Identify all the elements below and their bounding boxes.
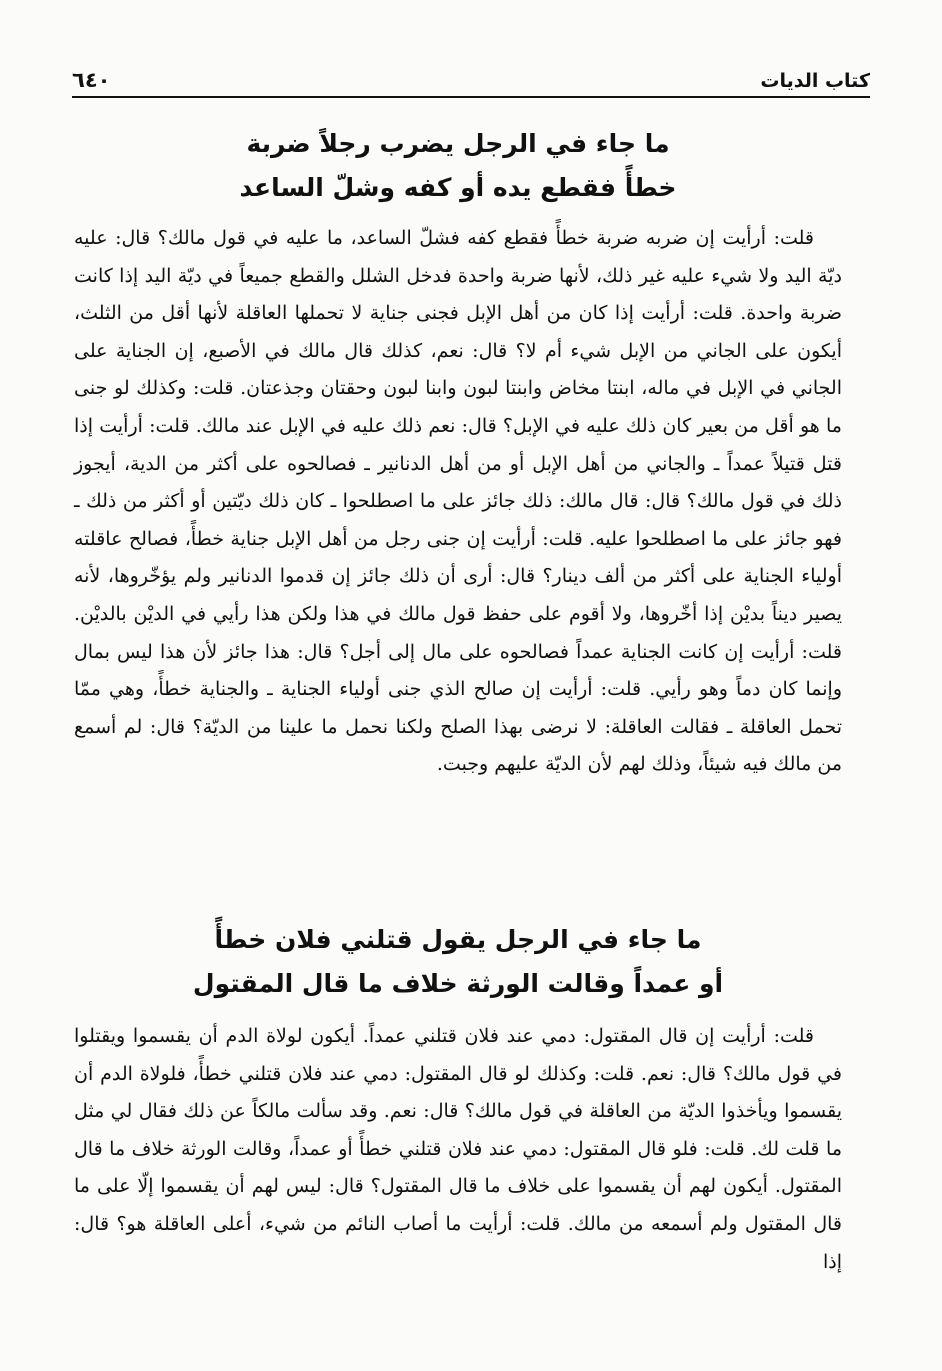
section-title-line: أو عمداً وقالت الورثة خلاف ما قال المقتول [192, 969, 724, 998]
section-title-line: ما جاء في الرجل يضرب رجلاً ضربة [246, 129, 670, 158]
section-title-line: ما جاء في الرجل يقول قتلني فلان خطأً [214, 925, 702, 954]
page-number: ٦٤٠ [72, 68, 111, 92]
body-paragraph: قلت: أرأيت إن قال المقتول: دمي عند فلان قتلني عمداً. أيكون لولاة الدم أن يقسموا ويقتلوا في قول مالك؟ قال: نعم. قلت: وكذلك لو قال المقتول: دمي عند فلان قتلني خطأً، فلولاة الدم أن يقسموا ويأخذوا الديّة من العاقلة في قول مالك؟ قال: نعم. وقد سألت مالكاً عن ذلك فقال لي مثل ما قلت لك. قلت: فلو قال المقتول: دمي عند فلان قتلني خطأً أو عمداً، وقالت الورثة خلاف ما قال المقتول. أيكون لهم أن يقسموا على خلاف ما قال المقتول؟ قال: ليس لهم أن يقسموا إلّا على ما قال المقتول ولم أسمعه من مالك. قلت: أرأيت ما أصاب النائم من شيء، أعلى العاقلة هو؟ قال: إذا [74, 1025, 842, 1273]
book-title: كتاب الديات [760, 70, 870, 92]
section-victim-statement [74, 918, 842, 1281]
running-head [72, 58, 870, 98]
section-diya-hand-strike [74, 122, 842, 784]
section-title [74, 918, 842, 1006]
section-title [74, 122, 842, 210]
body-paragraph: قلت: أرأيت إن ضربه ضربة خطأً فقطع كفه فشلّ الساعد، ما عليه في قول مالك؟ قال: عليه ديّة اليد ولا شيء عليه غير ذلك، لأنها ضربة واحدة فدخل الشلل والقطع جميعاً في ديّة اليد إذا كانت ضربة واحدة. قلت: أرأيت إذا كان من أهل الإبل فجنى جناية لا تحملها العاقلة لأنها أقل من الثلث، أيكون على الجاني من الإبل شيء أم لا؟ قال: نعم، كذلك قال مالك في الأصبع، إن الجناية على الجاني في الإبل في ماله، ابنتا مخاض وابنتا لبون وابنا لبون وحقتان وجذعتان. قلت: وكذلك لو جنى ما هو أقل من بعير كان ذلك عليه في الإبل؟ قال: نعم ذلك عليه في الإبل عند مالك. قلت: أرأيت إذا قتل قتيلاً عمداً ـ والجاني من أهل الإبل أو من أهل الدنانير ـ فصالحوه على أكثر من الدية، أيجوز ذلك في قول مالك؟ قال: قال مالك: ذلك جائز على ما اصطلحوا ـ كان ذلك ديّتين أو أكثر من ذلك ـ فهو جائز على ما اصطلحوا عليه. قلت: أرأيت إن جنى رجل من أهل الإبل جناية خطأً، فصالح عاقلته أولياء الجناية على أكثر من ألف دينار؟ قال: أرى أن ذلك جائز إن قدموا الدنانير ولم يؤخّروها، لأنه يصير ديناً بديْن إذا أخّروها، ولا أقوم على حفظ قول مالك في هذا ولكن هذا رأيي في الديْن بالديْن. قلت: أرأيت إن كانت الجناية عمداً فصالحوه على مال إلى أجل؟ قال: هذا جائز لأن هذا ليس بمال وإنما كان دماً وهو رأيي. قلت: أرأيت إن صالح الذي جنى أولياء الجناية ـ والجناية خطأً، وهي ممّا تحمل العاقلة ـ فقالت العاقلة: لا نرضى بهذا الصلح ولكنا نحمل ما علينا من الديّة؟ قال: لم أسمع من مالك فيه شيئاً، وذلك لهم لأن الديّة عليهم وجبت. [74, 227, 842, 776]
section-title-line: خطأً فقطع يده أو كفه وشلّ الساعد [239, 173, 677, 202]
